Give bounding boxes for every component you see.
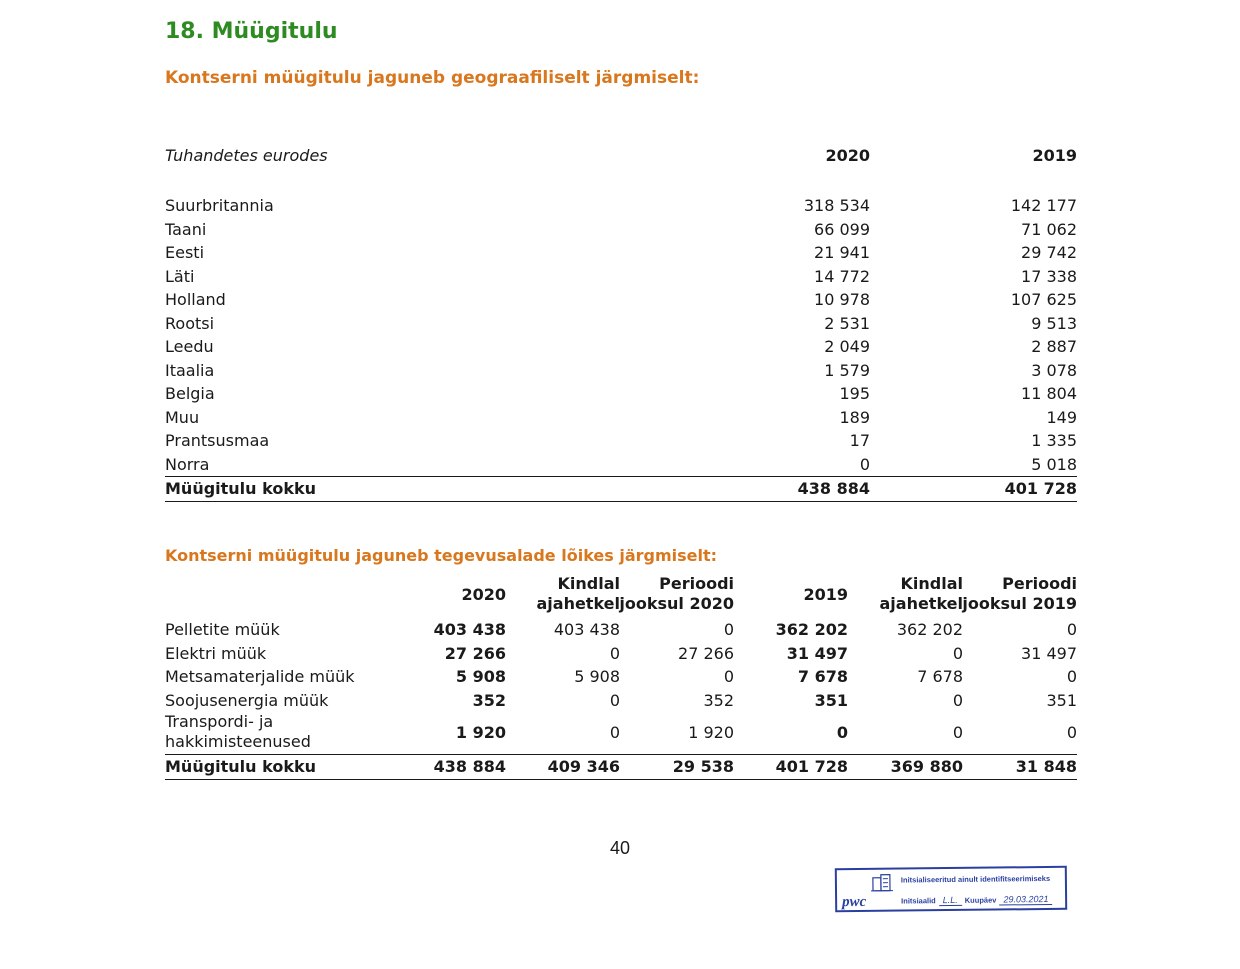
table-row <box>165 312 1077 336</box>
table-row <box>165 218 1077 242</box>
cell-fixed-2020: 0 <box>609 643 620 663</box>
country-name: Belgia <box>165 384 215 403</box>
table-row <box>165 241 1077 265</box>
total-2020: 438 884 <box>797 479 870 498</box>
total-2019: 401 728 <box>775 757 848 776</box>
cell-2020: 5 908 <box>455 667 506 686</box>
cell-period-2020: 352 <box>703 690 734 710</box>
cell-2020: 27 266 <box>444 643 506 663</box>
geo-table-header <box>165 146 1077 168</box>
cell-2019: 31 497 <box>786 643 848 663</box>
total-period-2019: 31 848 <box>1015 757 1077 776</box>
table-row <box>165 359 1077 383</box>
cell-fixed-2019: 362 202 <box>896 620 963 639</box>
activity-table-body <box>165 618 1077 712</box>
header-period-2019: Perioodi jooksul 2019 <box>962 574 1077 613</box>
year-2020-header: 2020 <box>825 146 870 165</box>
row-label: Soojusenergia müük <box>165 690 329 710</box>
header-fixed-2020: Kindlal ajahetkel <box>536 574 620 613</box>
total-period-2020: 29 538 <box>672 757 734 776</box>
value-2020: 0 <box>859 454 870 474</box>
total-fixed-2019: 369 880 <box>890 757 963 776</box>
total-label: Müügitulu kokku <box>165 479 316 498</box>
value-2020: 10 978 <box>814 290 870 309</box>
value-2020: 318 534 <box>803 196 870 215</box>
cell-period-2019: 0 <box>1066 667 1077 686</box>
row-label: Pelletite müük <box>165 620 280 639</box>
cell-2020: 352 <box>472 690 506 710</box>
table-row <box>165 665 1077 689</box>
total-2020: 438 884 <box>433 757 506 776</box>
pwc-logo: pwc <box>842 893 867 911</box>
table-row <box>165 642 1077 666</box>
section-heading: 18. Müügitulu <box>165 19 338 44</box>
geo-total-row <box>165 476 1077 502</box>
value-2020: 1 579 <box>824 360 870 380</box>
country-name: Itaalia <box>165 360 215 380</box>
total-label: Müügitulu kokku <box>165 757 316 776</box>
stamp-signature-line: Initsiaalid L.L. Kuupäev 29.03.2021 <box>901 894 1055 906</box>
activity-table-header <box>165 572 1077 616</box>
year-2019-header: 2019 <box>1032 146 1077 165</box>
value-2019: 9 513 <box>1031 313 1077 333</box>
country-name: Läti <box>165 266 195 286</box>
header-period-2020: Perioodi jooksul 2020 <box>619 574 734 613</box>
value-2019: 29 742 <box>1021 243 1077 262</box>
country-name: Taani <box>165 219 207 239</box>
value-2020: 14 772 <box>814 266 870 286</box>
table-row <box>165 335 1077 359</box>
country-name: Eesti <box>165 243 205 262</box>
activity-revenue-table <box>165 572 1077 780</box>
value-2019: 17 338 <box>1021 266 1077 286</box>
cell-period-2019: 0 <box>1066 723 1077 742</box>
cell-fixed-2019: 7 678 <box>917 667 963 686</box>
value-2020: 195 <box>839 384 870 403</box>
cell-2019: 351 <box>814 690 848 710</box>
cell-fixed-2020: 5 908 <box>574 667 620 686</box>
cell-fixed-2019: 0 <box>952 690 963 710</box>
header-2019: 2019 <box>803 585 848 604</box>
page-number: 40 <box>609 838 631 858</box>
country-name: Leedu <box>165 337 214 356</box>
cell-2020: 403 438 <box>433 620 506 639</box>
value-2019: 149 <box>1046 407 1077 427</box>
row-label: Transpordi- ja hakkimisteenused <box>165 712 311 751</box>
table-row <box>165 429 1077 453</box>
cell-fixed-2019: 0 <box>952 723 963 742</box>
unit-label: Tuhandetes eurodes <box>165 146 328 165</box>
cell-2020: 1 920 <box>455 723 506 742</box>
header-fixed-2019: Kindlal ajahetkel <box>879 574 963 613</box>
geographic-revenue-table <box>165 146 1077 502</box>
cell-2019: 0 <box>836 723 848 742</box>
table-row <box>165 453 1077 477</box>
row-label: Elektri müük <box>165 643 267 663</box>
table-row <box>165 288 1077 312</box>
geo-section-title: Kontserni müügitulu jaguneb geograafiliselt järgmiselt: <box>165 68 700 88</box>
country-name: Norra <box>165 454 210 474</box>
table-row <box>165 194 1077 218</box>
country-name: Holland <box>165 290 226 309</box>
cell-2019: 7 678 <box>797 667 848 686</box>
cell-fixed-2019: 0 <box>952 643 963 663</box>
cell-period-2020: 0 <box>723 620 734 639</box>
auditor-stamp <box>835 866 1067 912</box>
value-2019: 2 887 <box>1031 337 1077 356</box>
table-row <box>165 265 1077 289</box>
header-2020: 2020 <box>461 585 506 604</box>
cell-period-2020: 27 266 <box>678 643 734 663</box>
table-row <box>165 712 1077 754</box>
activity-total-row <box>165 754 1077 780</box>
cell-fixed-2020: 0 <box>609 690 620 710</box>
total-fixed-2020: 409 346 <box>547 757 620 776</box>
value-2020: 2 531 <box>824 313 870 333</box>
value-2019: 71 062 <box>1021 219 1077 239</box>
value-2019: 11 804 <box>1021 384 1077 403</box>
cell-period-2019: 351 <box>1046 690 1077 710</box>
table-row <box>165 618 1077 642</box>
value-2019: 1 335 <box>1031 431 1077 450</box>
country-name: Suurbritannia <box>165 196 274 215</box>
value-2019: 3 078 <box>1031 360 1077 380</box>
cell-period-2020: 0 <box>723 667 734 686</box>
value-2020: 21 941 <box>814 243 870 262</box>
row-label: Metsamaterjalide müük <box>165 667 355 686</box>
cell-fixed-2020: 0 <box>609 723 620 742</box>
value-2019: 107 625 <box>1010 290 1077 309</box>
table-row <box>165 406 1077 430</box>
total-2019: 401 728 <box>1004 479 1077 498</box>
activity-section-title: Kontserni müügitulu jaguneb tegevusalade lõikes järgmiselt: <box>165 546 718 565</box>
country-name: Rootsi <box>165 313 215 333</box>
country-name: Prantsusmaa <box>165 431 270 450</box>
value-2020: 2 049 <box>824 337 870 356</box>
cell-fixed-2020: 403 438 <box>553 620 620 639</box>
table-row <box>165 689 1077 713</box>
cell-2019: 362 202 <box>775 620 848 639</box>
stamp-text: Initsialiseeritud ainult identifitseerimiseks <box>900 873 1051 885</box>
value-2019: 142 177 <box>1010 196 1077 215</box>
building-icon <box>871 874 893 897</box>
value-2020: 66 099 <box>814 219 870 239</box>
table-row <box>165 382 1077 406</box>
geo-table-body <box>165 194 1077 476</box>
cell-period-2020: 1 920 <box>688 723 734 742</box>
value-2020: 189 <box>839 407 870 427</box>
value-2019: 5 018 <box>1031 454 1077 474</box>
cell-period-2019: 0 <box>1066 620 1077 639</box>
cell-period-2019: 31 497 <box>1021 643 1077 663</box>
value-2020: 17 <box>849 431 870 450</box>
country-name: Muu <box>165 407 200 427</box>
